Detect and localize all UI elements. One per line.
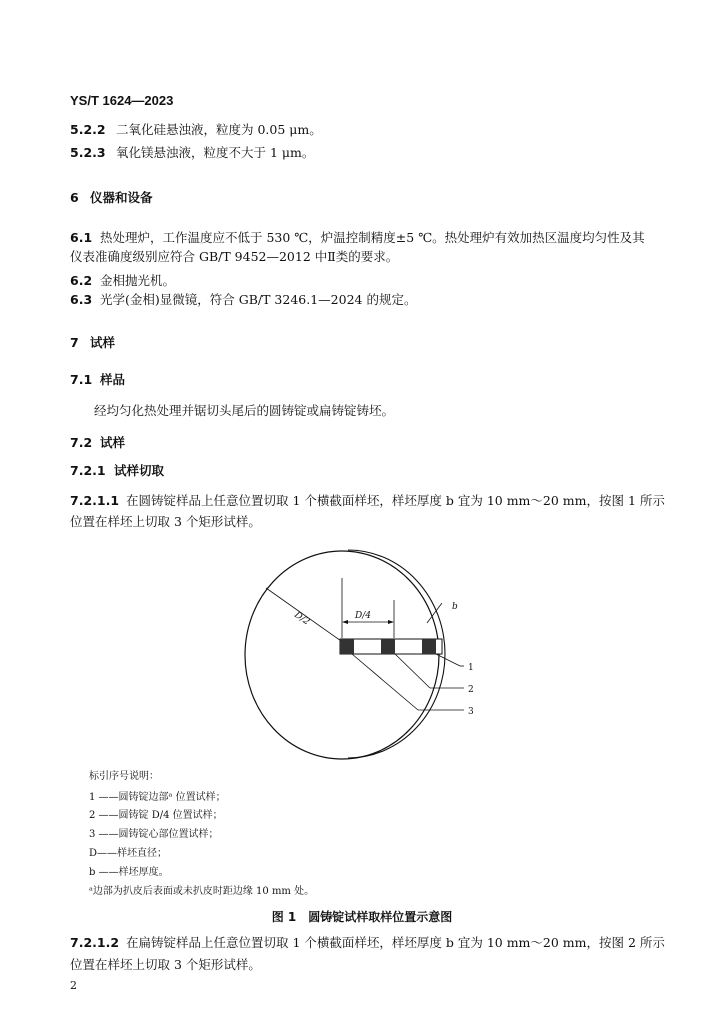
clause-5-2-3 (70, 144, 314, 162)
clause-6-3 (70, 291, 416, 309)
clause-title: 试样切取 (114, 463, 165, 478)
clause-number: 5.2.2 (70, 122, 106, 137)
figure-1-diagram (240, 548, 490, 768)
clause-number: 7.1 (70, 372, 93, 387)
clause-number: 7.2.1 (70, 463, 106, 478)
section-title: 试样 (90, 335, 116, 350)
callout-1: 1 (468, 663, 474, 673)
legend-title: 标引序号说明： (89, 771, 159, 782)
clause-6-1-continuation: 仪表准确度级别应符合 GB/T 9452—2012 中Ⅱ类的要求。 (70, 249, 399, 264)
dimension-arrow-right (388, 620, 394, 624)
dimension-arrow-left (342, 620, 348, 624)
clause-text-line1: 在圆铸锭样品上任意位置切取 1 个横截面样坯，样坯厚度 b 宜为 10 mm～20 mm，按图 1 所示 (126, 493, 665, 508)
clause-7-2-heading (70, 433, 125, 451)
legend-item: D——样坯直径； (89, 848, 168, 859)
standard-code: YS/T 1624—2023 (70, 93, 174, 108)
clause-text: 氧化镁悬浊液，粒度不大于 1 μm。 (116, 145, 315, 160)
specimen-1-edge (422, 639, 436, 654)
legend-item: 1 ——圆铸锭边部ᵃ 位置试样； (89, 792, 226, 803)
callout-2: 2 (468, 685, 474, 695)
clause-7-2-1-2-continuation: 位置在样坯上切取 3 个矩形试样。 (70, 957, 261, 972)
legend-item: 3 ——圆铸锭心部位置试样； (89, 829, 219, 840)
clause-number: 7.2 (70, 435, 93, 450)
clause-title: 试样 (100, 435, 126, 450)
section-number: 7 (70, 335, 79, 350)
clause-7-2-1-1-continuation: 位置在样坯上切取 3 个矩形试样。 (70, 514, 261, 529)
clause-7-2-1-2 (70, 934, 665, 952)
section-7-heading (70, 333, 115, 351)
clause-title: 样品 (100, 372, 126, 387)
clause-number: 6.1 (70, 230, 93, 245)
legend-item: b ——样坯厚度。 (89, 867, 169, 878)
legend-footnote: ᵃ边部为扒皮后表面或未扒皮时距边缘 10 mm 处。 (89, 886, 315, 897)
label-b: b (452, 602, 458, 612)
section-title: 仪器和设备 (90, 190, 153, 205)
clause-7-2-1-heading (70, 461, 164, 479)
leader-2 (395, 654, 430, 688)
figure-1-caption: 图 1 圆铸锭试样取样位置示意图 (271, 910, 453, 924)
specimen-3-center (340, 639, 354, 654)
clause-7-1-heading (70, 370, 125, 388)
section-number: 6 (70, 190, 79, 205)
clause-6-2 (70, 272, 175, 290)
page-number: 2 (70, 979, 77, 992)
specimen-2-d-quarter (381, 639, 395, 654)
callout-3: 3 (468, 707, 474, 717)
legend-item: 2 ——圆铸锭 D/4 位置试样； (89, 810, 223, 821)
clause-text-line1: 在扁铸锭样品上任意位置切取 1 个横截面样坯，样坯厚度 b 宜为 10 mm～20 mm，按图 2 所示 (126, 935, 665, 950)
leader-3 (352, 654, 418, 710)
clause-text: 金相抛光机。 (100, 273, 176, 288)
clause-7-1-text: 经均匀化热处理并锯切头尾后的圆铸锭或扁铸锭铸坯。 (94, 403, 395, 418)
label-d-half: D/2 (292, 610, 312, 628)
leader-1 (436, 654, 460, 666)
clause-number: 7.2.1.1 (70, 493, 120, 508)
clause-6-1 (70, 229, 645, 247)
clause-number: 5.2.3 (70, 145, 106, 160)
clause-number: 7.2.1.2 (70, 935, 120, 950)
clause-number: 6.2 (70, 273, 93, 288)
label-d-quarter: D/4 (355, 611, 371, 621)
clause-7-2-1-1 (70, 492, 665, 510)
section-6-heading (70, 188, 153, 206)
clause-5-2-2 (70, 121, 322, 139)
clause-text: 光学(金相)显微镜，符合 GB/T 3246.1—2024 的规定。 (100, 292, 417, 307)
clause-number: 6.3 (70, 292, 93, 307)
clause-text: 二氧化硅悬浊液，粒度为 0.05 μm。 (116, 122, 322, 137)
clause-text-line1: 热处理炉，工作温度应不低于 530 ℃，炉温控制精度±5 ℃。热处理炉有效加热区温度均匀性及其 (100, 230, 645, 245)
